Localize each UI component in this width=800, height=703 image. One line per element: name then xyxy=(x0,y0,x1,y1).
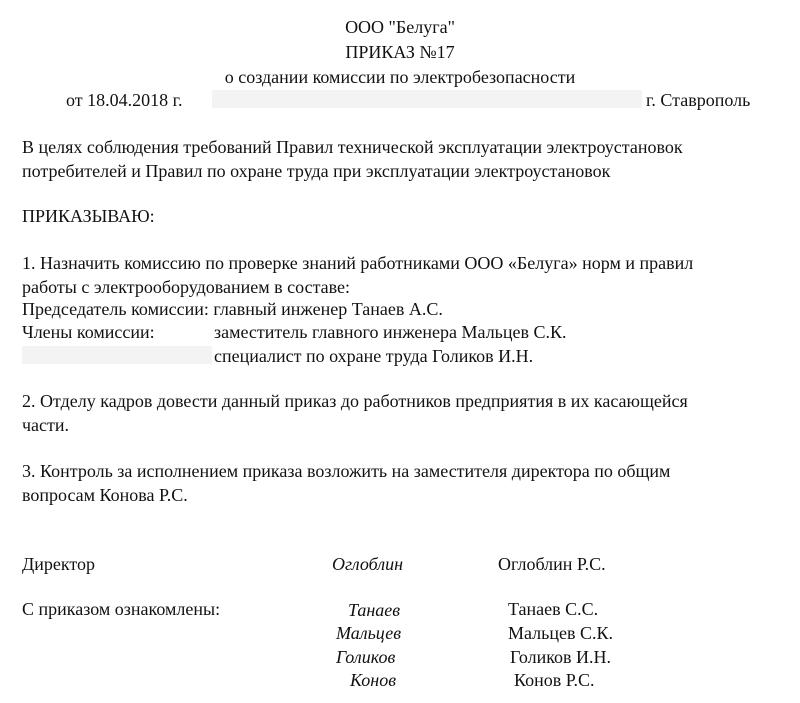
acquainted-name: Танаев С.С. xyxy=(508,599,599,619)
director-label: Директор xyxy=(22,554,96,574)
director-signature: Оглоблин xyxy=(332,554,403,574)
commission-member-2: специалист по охране труда Голиков И.Н. xyxy=(214,346,534,366)
company-name: ООО "Белуга" xyxy=(345,17,455,37)
commission-members-label: Члены комиссии: xyxy=(22,322,155,342)
intro-line-1: В целях соблюдения требований Правил технической эксплуатации электроустановок xyxy=(22,137,683,157)
members-field-shading xyxy=(22,346,212,364)
item-3-line-1: 3. Контроль за исполнением приказа возложить на заместителя директора по общим xyxy=(22,461,671,481)
item-2-line-2: части. xyxy=(22,415,70,435)
commission-chair: Председатель комиссии: главный инженер Танаев А.С. xyxy=(22,299,443,319)
order-subject: о создании комиссии по электробезопасности xyxy=(224,67,576,87)
order-word: ПРИКАЗЫВАЮ: xyxy=(22,206,155,226)
acquainted-name: Мальцев С.К. xyxy=(508,623,613,643)
acquainted-signature: Танаев xyxy=(348,600,401,620)
item-1-line-2: работы с электрооборудованием в составе: xyxy=(22,277,351,297)
director-name: Оглоблин Р.С. xyxy=(498,554,606,574)
order-number: ПРИКАЗ №17 xyxy=(345,42,455,62)
acquainted-signature: Голиков xyxy=(336,647,396,667)
date-field-shading xyxy=(212,90,642,108)
acquainted-signature: Мальцев xyxy=(336,623,402,643)
acquainted-name: Голиков И.Н. xyxy=(510,647,612,667)
item-1-line-1: 1. Назначить комиссию по проверке знаний работниками ООО «Белуга» норм и правил xyxy=(22,253,694,273)
acquainted-name: Конов Р.С. xyxy=(514,670,595,690)
order-city: г. Ставрополь xyxy=(646,90,751,110)
commission-member-1: заместитель главного инженера Мальцев С.К. xyxy=(214,322,567,342)
intro-line-2: потребителей и Правил по охране труда при эксплуатации электроустановок xyxy=(22,161,611,181)
order-date: от 18.04.2018 г. xyxy=(66,90,183,110)
item-2-line-1: 2. Отделу кадров довести данный приказ до работников предприятия в их касающейся xyxy=(22,391,688,411)
acquainted-signature: Конов xyxy=(350,670,397,690)
item-3-line-2: вопросам Конова Р.С. xyxy=(22,485,188,505)
acquainted-label: С приказом ознакомлены: xyxy=(22,599,221,619)
